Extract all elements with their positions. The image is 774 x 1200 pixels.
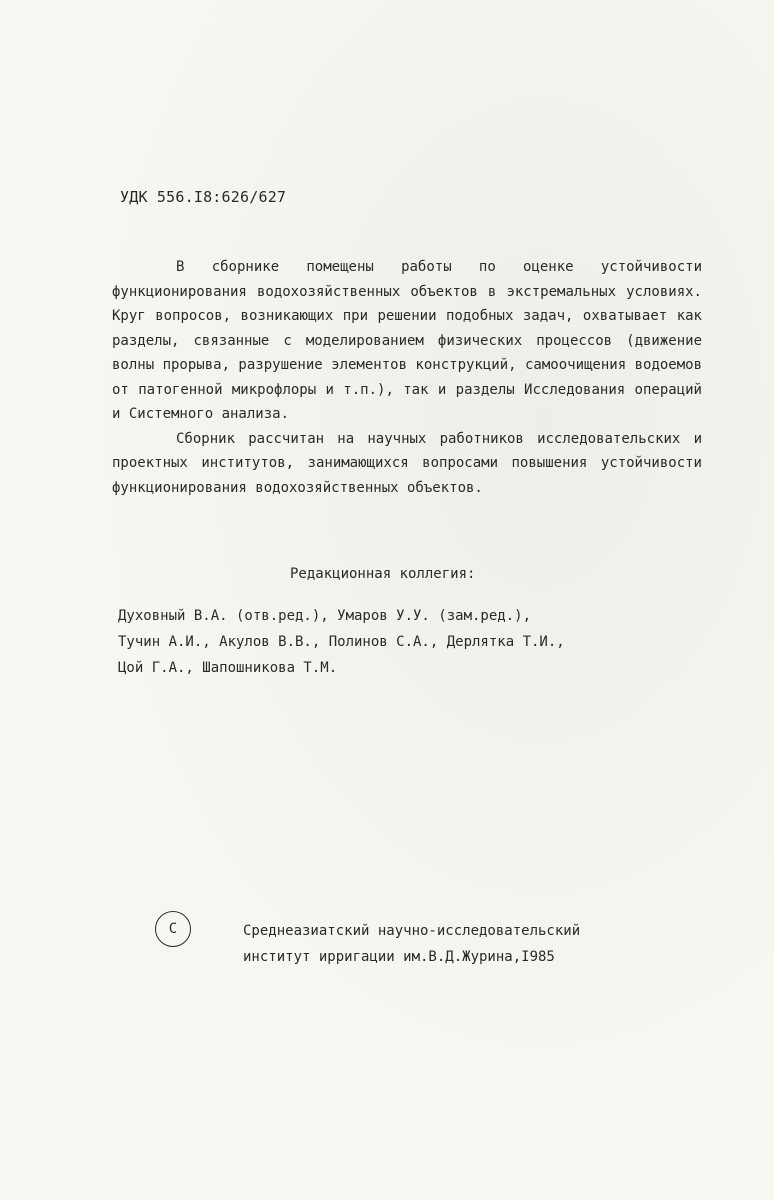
members-line-1: Духовный В.А. (отв.ред.), Умаров У.У. (зам.ред.), xyxy=(118,608,532,624)
copyright-icon xyxy=(155,911,191,947)
copyright-line-2: институт ирригации им.В.Д.Журина,I985 xyxy=(243,949,555,965)
members-line-3: Цой Г.А., Шапошникова Т.М. xyxy=(118,660,338,676)
members-line-2: Тучин А.И., Акулов В.В., Полинов С.А., Дерлятка Т.И., xyxy=(118,634,565,650)
abstract-paragraph-1: В сборнике помещены работы по оценке устойчивости функционирования водохозяйственных объектов в экстремальных условиях. Круг вопросов, возникающих при решении подобных задач, охватывает как разделы, связанные с моделированием физических процессов (движение волны прорыва, разрушение элементов конструкций, самоочищения водоемов от патогенной микрофлоры и т.п.), так и разделы Исследования операций и Системного анализа. xyxy=(112,259,703,422)
copyright-symbol: C xyxy=(168,921,178,937)
udk-code: УДК 556.I8:626/627 xyxy=(120,188,287,206)
editorial-board-members xyxy=(118,603,565,681)
copyright-line-1: Среднеазиатский научно-исследовательский xyxy=(243,923,581,939)
abstract xyxy=(112,255,702,500)
abstract-paragraph-2: Сборник рассчитан на научных работников исследовательских и проектных институтов, занимающихся вопросами повышения устойчивости функционирования водохозяйственных объектов. xyxy=(112,430,702,496)
editorial-board-title: Редакционная коллегия: xyxy=(290,566,476,582)
copyright-holder xyxy=(243,918,580,970)
